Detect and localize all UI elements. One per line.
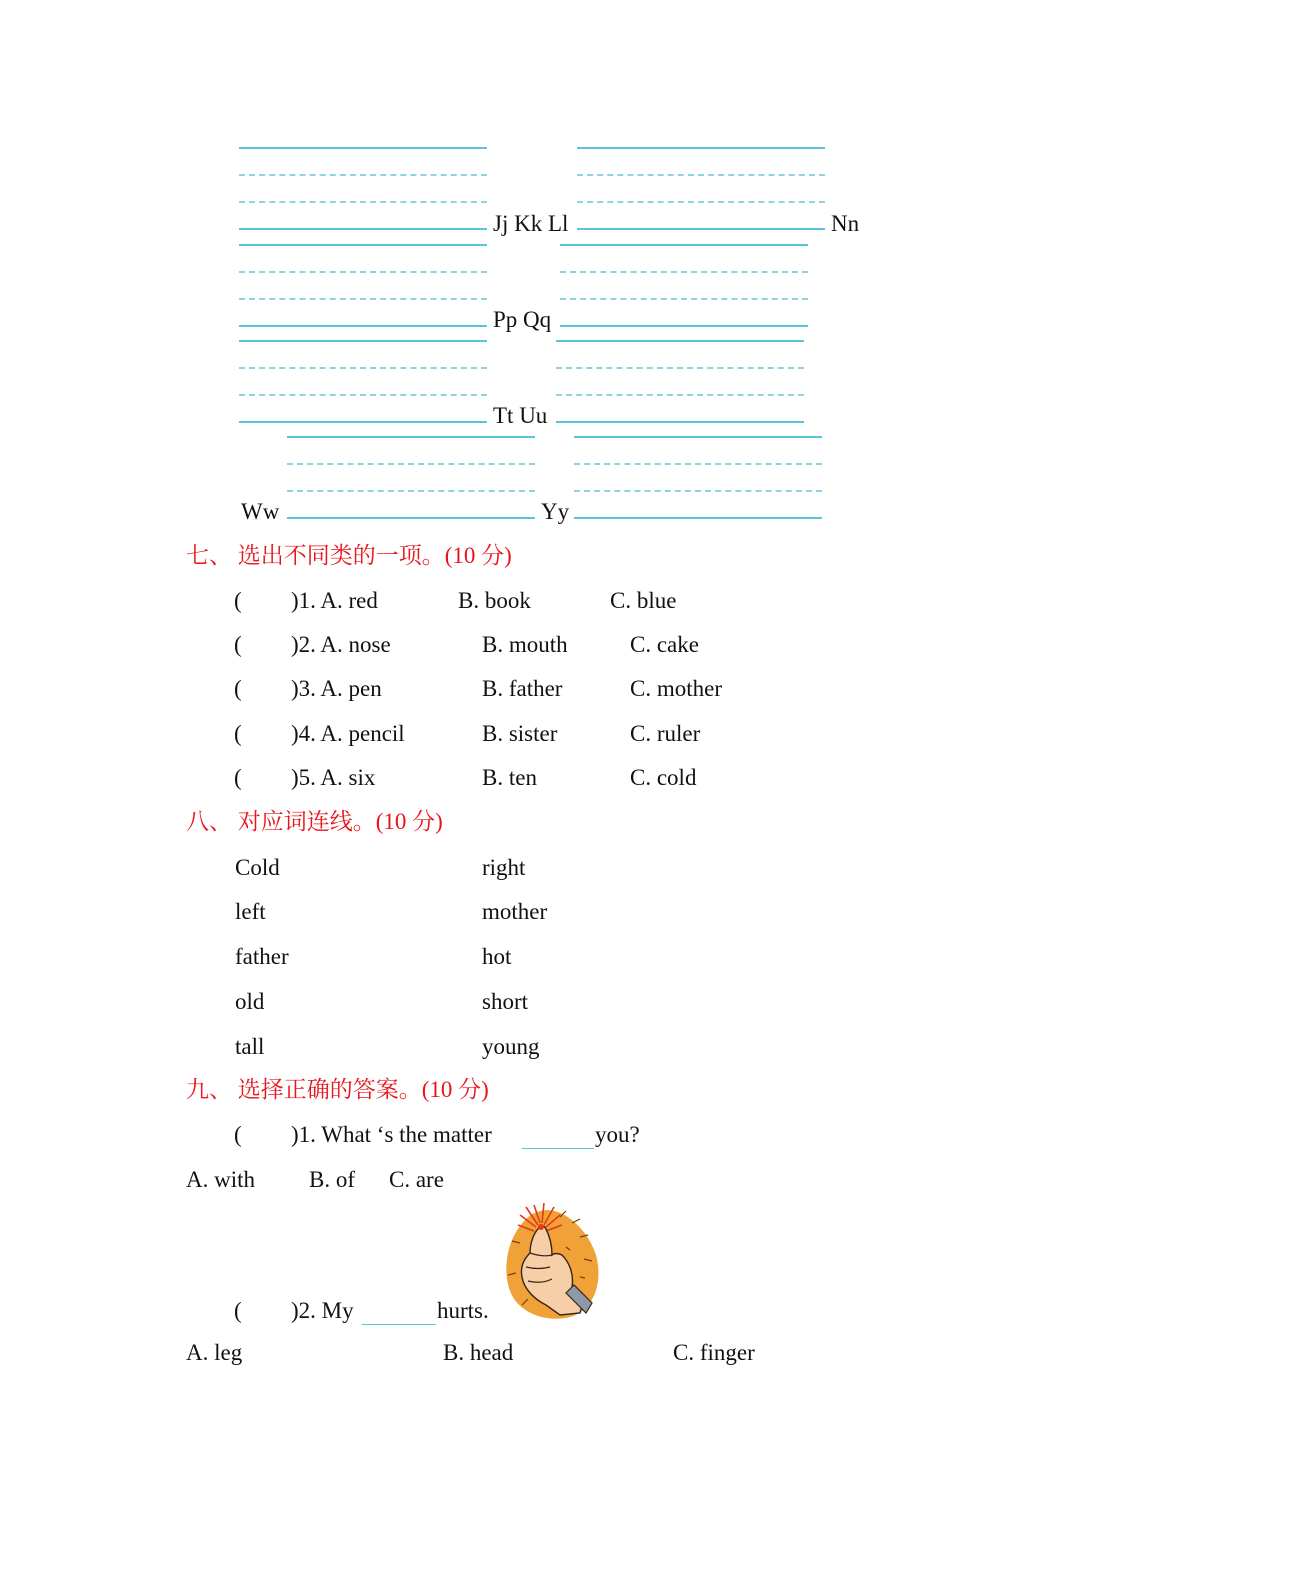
answer-paren[interactable]: (	[234, 676, 242, 701]
answer-paren[interactable]: (	[234, 632, 242, 657]
match-right-word[interactable]: young	[482, 1034, 540, 1059]
answer-paren[interactable]: (	[234, 765, 242, 790]
answer-paren[interactable]: (	[234, 1122, 242, 1147]
grid-line	[574, 517, 822, 519]
option-c: C. are	[389, 1167, 444, 1192]
grid-line	[239, 228, 487, 230]
option-c: C. mother	[630, 676, 722, 701]
match-left-word[interactable]: tall	[235, 1034, 265, 1059]
grid-line	[287, 463, 535, 465]
letters-label: Yy	[541, 499, 570, 524]
match-right-word[interactable]: mother	[482, 899, 548, 924]
grid-line	[239, 174, 487, 176]
grid-line	[239, 340, 487, 342]
hurting-finger-illustration	[500, 1203, 600, 1321]
match-right-word[interactable]: hot	[482, 944, 512, 969]
option-c: C. cold	[630, 765, 697, 790]
answer-paren[interactable]: (	[234, 721, 242, 746]
letters-label: Ww	[241, 499, 280, 524]
option-a: A. with	[186, 1167, 255, 1192]
option-b: B. book	[458, 588, 531, 613]
grid-line	[577, 147, 825, 149]
question-stem: )3. A. pen	[291, 676, 382, 701]
match-left-word[interactable]: Cold	[235, 855, 280, 880]
grid-line	[577, 228, 825, 230]
option-c: C. blue	[610, 588, 677, 613]
grid-line	[239, 298, 487, 300]
letters-label: Nn	[831, 211, 860, 236]
option-b: B. of	[309, 1167, 355, 1192]
question-text: )1. What ‘s the matter	[291, 1122, 492, 1147]
option-c: C. cake	[630, 632, 699, 657]
option-c: C. ruler	[630, 721, 701, 746]
match-left-word[interactable]: old	[235, 989, 265, 1014]
grid-line	[577, 174, 825, 176]
grid-line	[287, 490, 535, 492]
fill-in-blank[interactable]	[522, 1148, 594, 1149]
grid-line	[556, 394, 804, 396]
option-c: C. finger	[673, 1340, 755, 1365]
grid-line	[239, 201, 487, 203]
option-b: B. ten	[482, 765, 537, 790]
section-7-title: 七、 选出不同类的一项。(10 分)	[186, 543, 512, 568]
option-b: B. head	[443, 1340, 514, 1365]
grid-line	[560, 325, 808, 327]
grid-line	[556, 340, 804, 342]
question-stem: )5. A. six	[291, 765, 376, 790]
grid-line	[574, 463, 822, 465]
letters-label: Pp Qq	[493, 307, 552, 332]
question-text: hurts.	[437, 1298, 489, 1323]
grid-line	[239, 244, 487, 246]
question-stem: )1. A. red	[291, 588, 378, 613]
grid-line	[556, 367, 804, 369]
answer-paren[interactable]: (	[234, 588, 242, 613]
option-b: B. father	[482, 676, 563, 701]
section-9-title: 九、 选择正确的答案。(10 分)	[186, 1077, 489, 1102]
hurting-finger-icon	[500, 1203, 600, 1321]
grid-line	[239, 325, 487, 327]
grid-line	[574, 490, 822, 492]
grid-line	[574, 436, 822, 438]
section-8-title: 八、 对应词连线。(10 分)	[186, 809, 443, 834]
answer-paren[interactable]: (	[234, 1298, 242, 1323]
grid-line	[560, 244, 808, 246]
option-b: B. sister	[482, 721, 558, 746]
question-stem: )4. A. pencil	[291, 721, 405, 746]
grid-line	[239, 271, 487, 273]
grid-line	[560, 271, 808, 273]
grid-line	[287, 517, 535, 519]
grid-line	[239, 394, 487, 396]
question-text: )2. My	[291, 1298, 354, 1323]
fill-in-blank[interactable]	[362, 1324, 436, 1325]
grid-line	[239, 421, 487, 423]
grid-line	[287, 436, 535, 438]
grid-line	[556, 421, 804, 423]
grid-line	[239, 147, 487, 149]
option-b: B. mouth	[482, 632, 568, 657]
match-left-word[interactable]: left	[235, 899, 266, 924]
question-text: you?	[595, 1122, 640, 1147]
match-right-word[interactable]: short	[482, 989, 528, 1014]
grid-line	[577, 201, 825, 203]
option-a: A. leg	[186, 1340, 243, 1365]
letters-label: Tt Uu	[493, 403, 548, 428]
question-stem: )2. A. nose	[291, 632, 391, 657]
letters-label: Jj Kk Ll	[493, 211, 569, 236]
match-right-word[interactable]: right	[482, 855, 526, 880]
match-left-word[interactable]: father	[235, 944, 289, 969]
grid-line	[560, 298, 808, 300]
grid-line	[239, 367, 487, 369]
